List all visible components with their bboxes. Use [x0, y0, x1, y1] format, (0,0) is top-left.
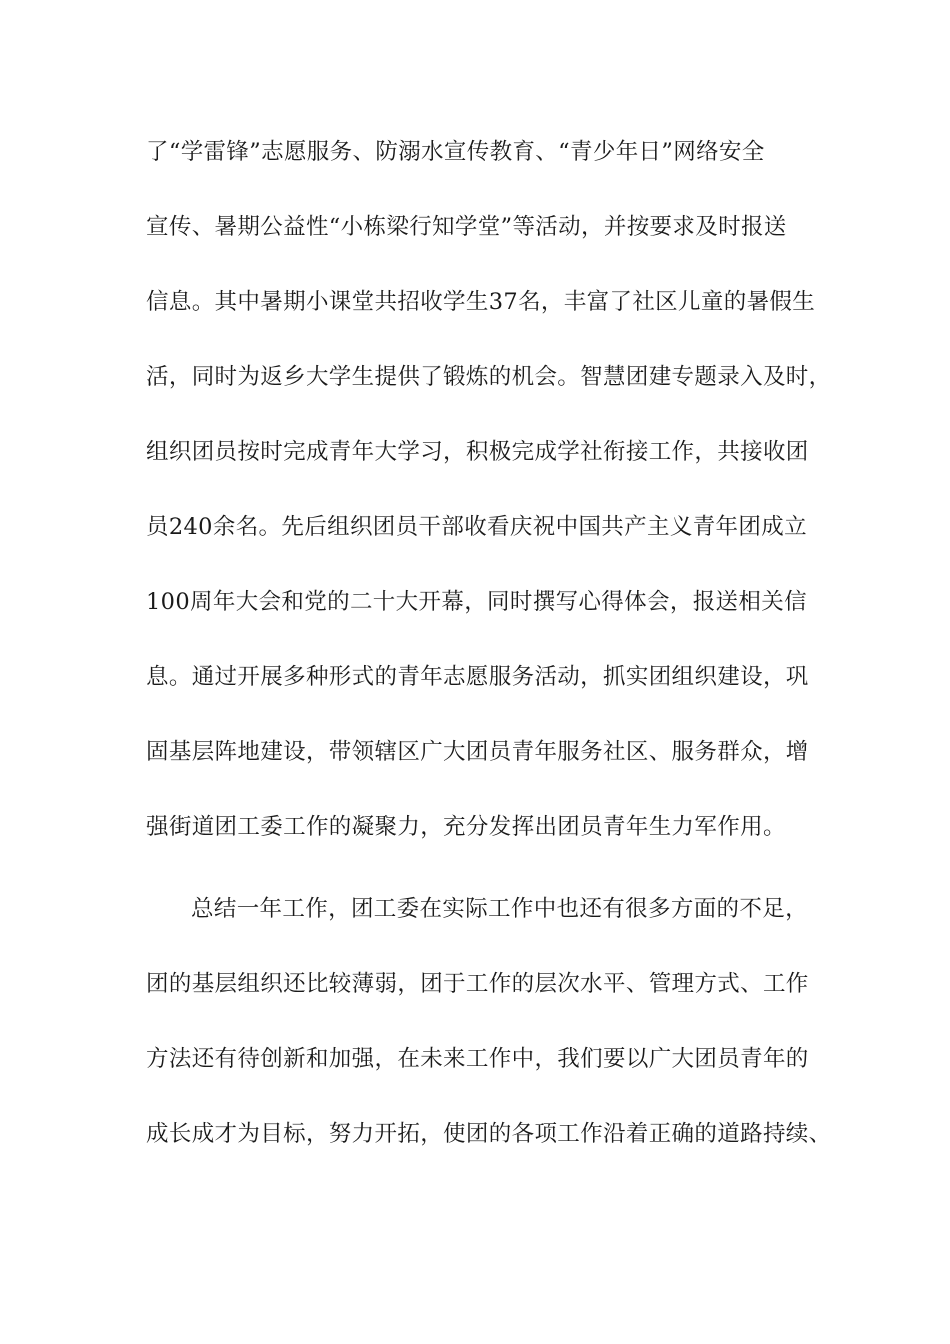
text-line: 息。通过开展多种形式的青年志愿服务活动，抓实团组织建设，巩: [146, 664, 809, 690]
text-line: 固基层阵地建设，带领辖区广大团员青年服务社区、服务群众，增: [146, 739, 809, 765]
text-line: 了“学雷锋”志愿服务、防溺水宣传教育、“青少年日”网络安全: [146, 139, 765, 165]
text-line: 团的基层组织还比较薄弱，团于工作的层次水平、管理方式、工作: [146, 971, 809, 997]
text-line: 方法还有待创新和加强，在未来工作中，我们要以广大团员青年的: [146, 1046, 809, 1072]
text-line: 员240余名。先后组织团员干部收看庆祝中国共产主义青年团成立: [146, 514, 807, 540]
text-line: 总结一年工作，团工委在实际工作中也还有很多方面的不足，: [191, 896, 808, 922]
text-line: 100周年大会和党的二十大开幕，同时撰写心得体会，报送相关信: [146, 589, 807, 615]
text-line: 组织团员按时完成青年大学习，积极完成学社衔接工作，共接收团: [146, 439, 809, 465]
text-line: 强街道团工委工作的凝聚力，充分发挥出团员青年生力军作用。: [146, 814, 786, 840]
text-line: 信息。其中暑期小课堂共招收学生37名，丰富了社区儿童的暑假生: [146, 289, 816, 315]
text-line: 活，同时为返乡大学生提供了锻炼的机会。智慧团建专题录入及时，: [146, 364, 832, 390]
text-line: 成长成才为目标，努力开拓，使团的各项工作沿着正确的道路持续、: [146, 1121, 832, 1147]
text-line: 宣传、暑期公益性“小栋梁行知学堂”等活动，并按要求及时报送: [146, 214, 787, 240]
